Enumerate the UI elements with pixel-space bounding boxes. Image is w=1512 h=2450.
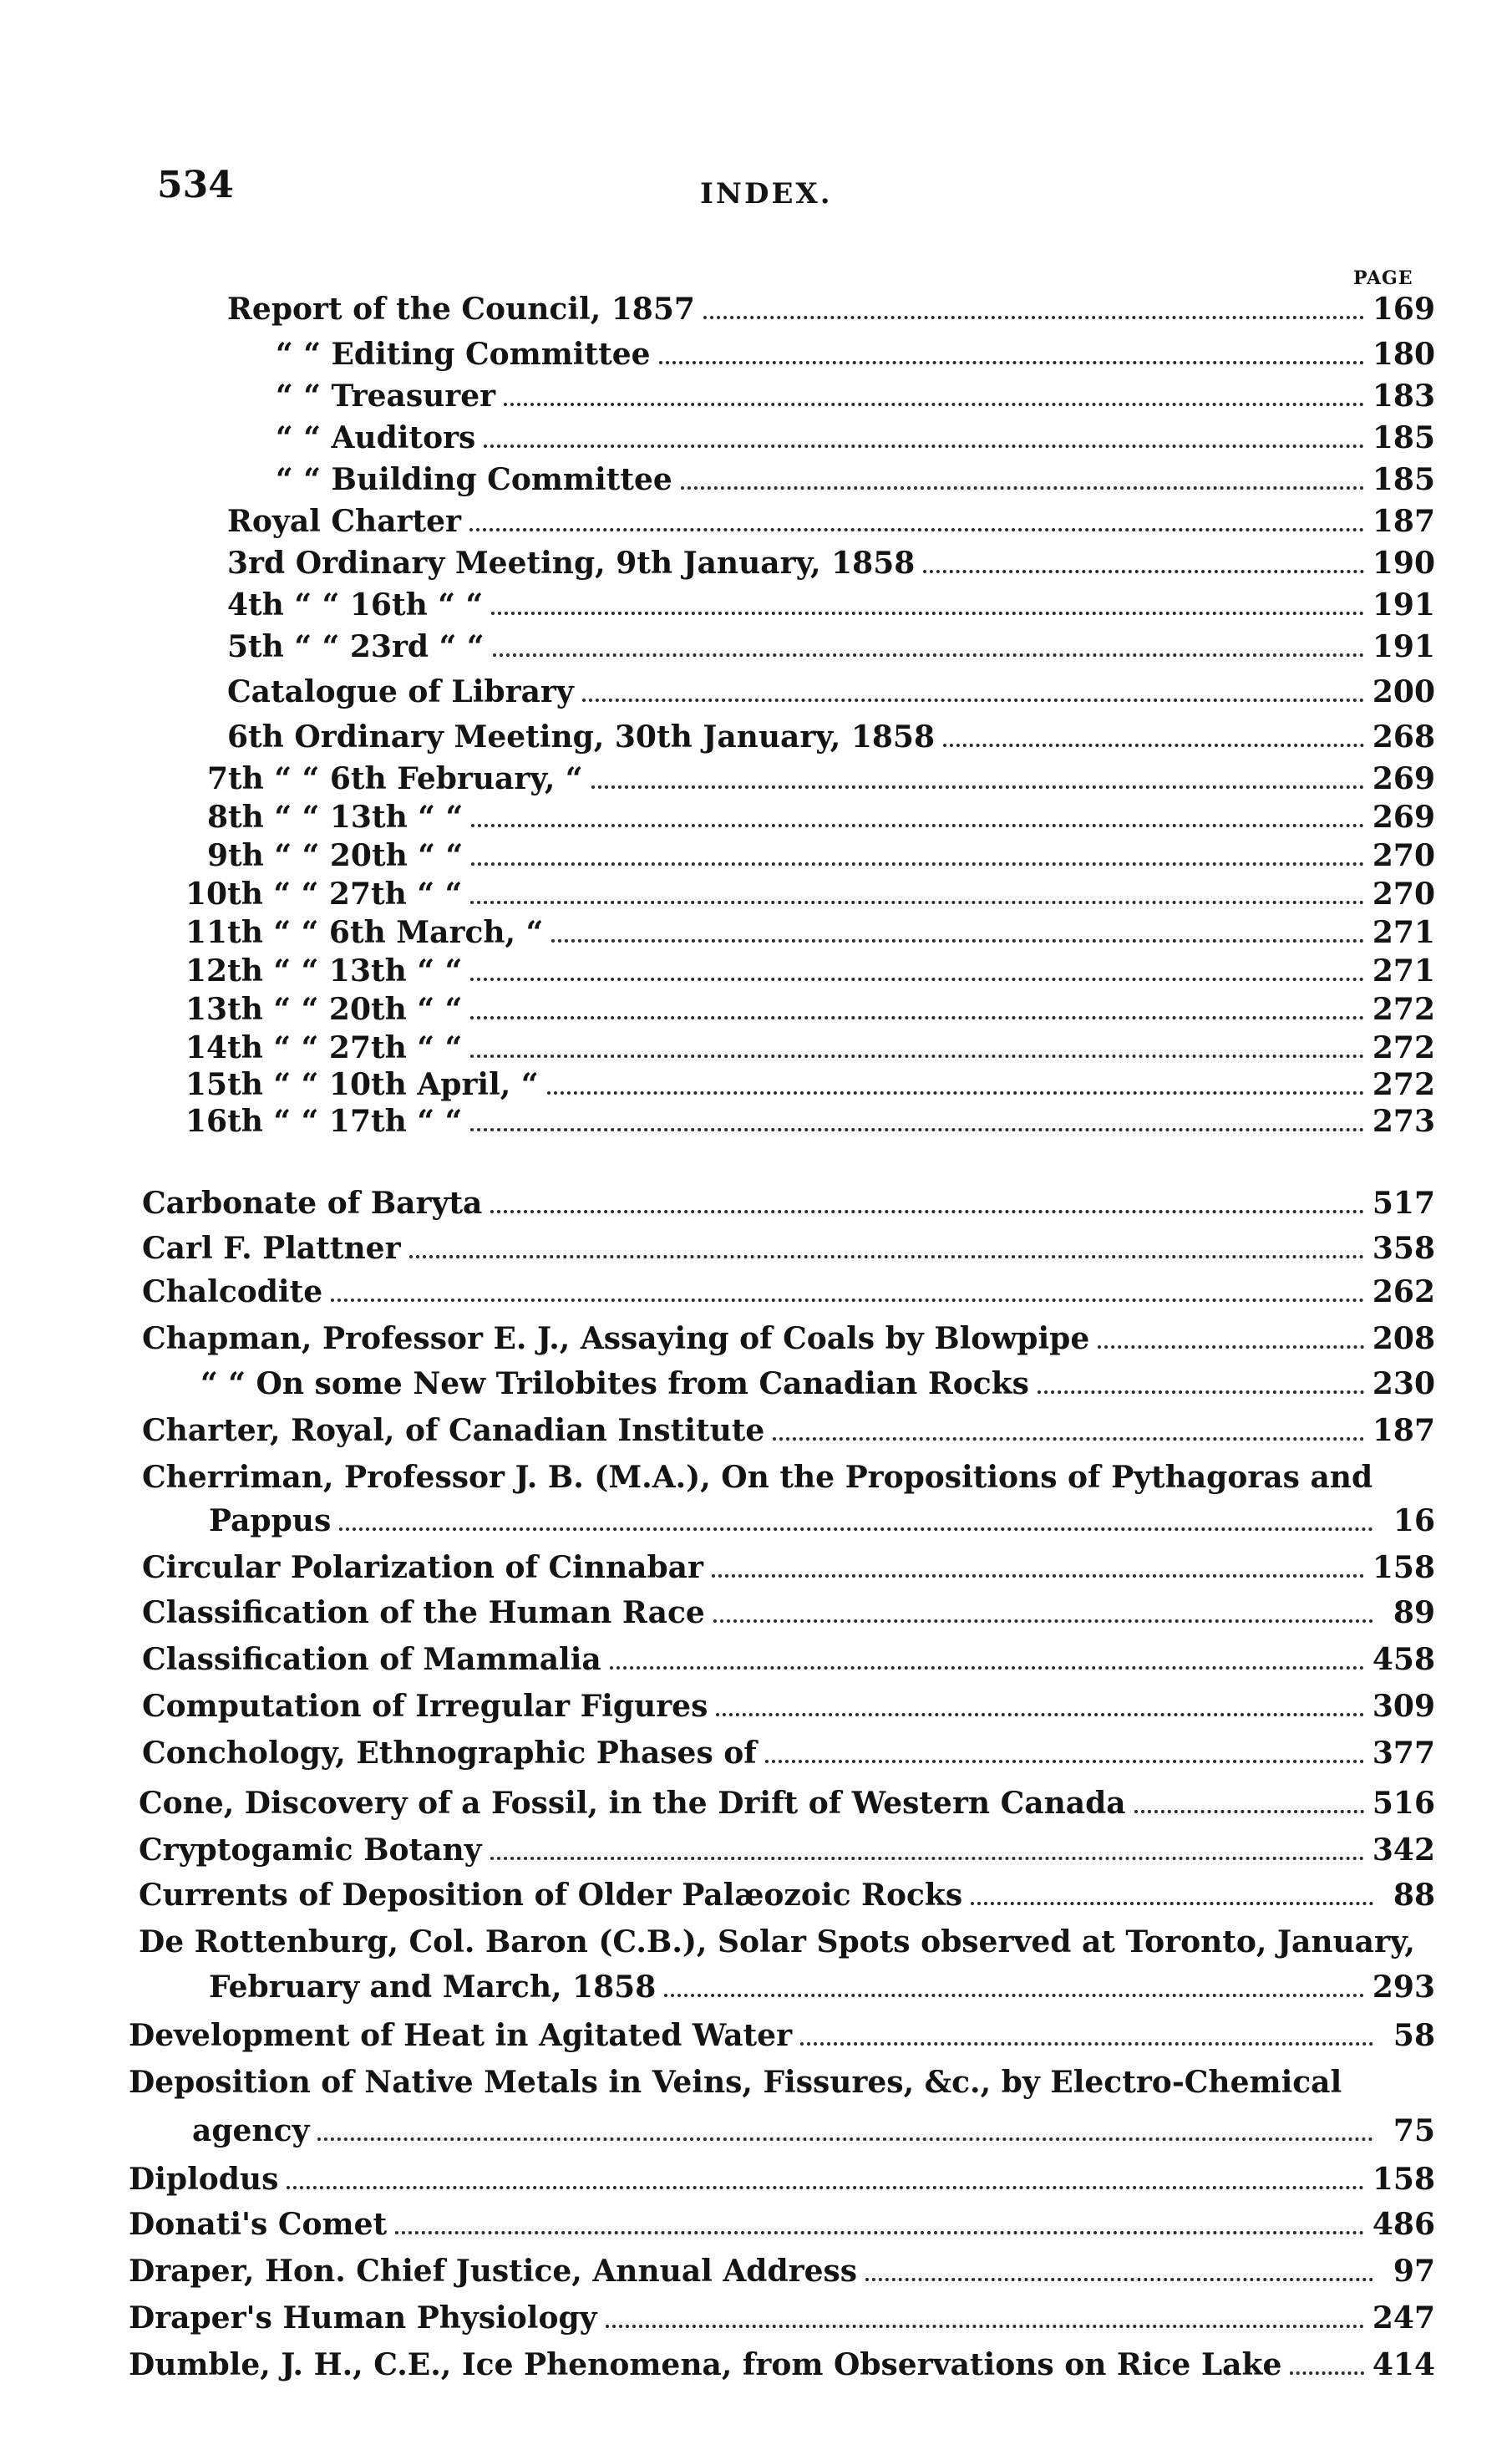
entry-text: Chapman, Professor E. J., Assaying of Coals by Blowpipe [142,1321,1090,1356]
index-entry [139,1783,1435,1823]
entry-page: 269 [1372,761,1435,796]
index-entry [129,2345,1435,2385]
index-entry [142,1183,1435,1223]
entry-text: 12th “ “ 13th “ “ [185,953,463,989]
dot-leader [470,1127,1364,1131]
entry-text: 11th “ “ 6th March, “ [185,915,544,950]
page-number: 534 [157,164,234,206]
entry-text: 9th “ “ 20th “ “ [207,838,464,873]
index-entry [227,543,1435,583]
entry-page: 191 [1372,587,1435,623]
entry-text: 8th “ “ 13th “ “ [207,800,464,835]
entry-page: 169 [1372,292,1435,327]
dot-leader [943,743,1364,747]
entry-page: 200 [1372,674,1435,709]
dot-leader [395,2230,1364,2234]
entry-page: 247 [1372,2300,1435,2336]
index-entry [139,1830,1435,1870]
dot-leader [971,1901,1373,1905]
dot-leader [681,485,1364,490]
index-entry [209,1967,1435,2007]
index-entry [227,501,1435,541]
index-entry [185,951,1435,991]
entry-text: 13th “ “ 20th “ “ [185,992,463,1027]
entry-page: 190 [1372,546,1435,581]
entry-page: 268 [1372,719,1435,755]
entry-text: Dumble, J. H., C.E., Ice Phenomena, from Observations on Rice Lake [129,2347,1282,2382]
entry-page: 230 [1372,1366,1435,1401]
entry-text: Cryptogamic Botany [139,1832,482,1868]
entry-text: Circular Polarization of Cinnabar [142,1550,703,1585]
entry-text: Pappus [209,1503,332,1538]
dot-leader [470,1015,1364,1019]
entry-page: 273 [1372,1104,1435,1139]
index-entry [207,836,1435,876]
entry-page: 158 [1372,1550,1435,1585]
index-entry [142,1639,1435,1680]
dot-leader [331,1298,1364,1302]
index-entry [276,376,1435,416]
index-entry [129,2298,1435,2338]
index-entry [200,1364,1435,1404]
entry-page: 272 [1372,992,1435,1027]
index-entry [227,717,1435,757]
entry-text: 6th Ordinary Meeting, 30th January, 1858 [227,719,936,755]
entry-page: 486 [1372,2207,1435,2242]
dot-leader [339,1527,1373,1531]
index-entry [139,1875,1435,1915]
index-entry [142,1272,1435,1312]
index-entry [192,2111,1435,2151]
dot-leader [471,862,1364,866]
index-entry [142,1319,1435,1359]
dot-leader [773,1436,1364,1441]
dot-leader [547,1090,1364,1095]
dot-leader [582,698,1364,702]
index-entry [129,2159,1435,2199]
dot-leader [287,2185,1363,2189]
entry-page: 158 [1372,2162,1435,2197]
index-entry [185,1101,1435,1141]
entry-page: 187 [1372,504,1435,539]
entry-text: Donati's Comet [129,2207,388,2242]
entry-text: Diplodus [129,2162,279,2197]
entry-page: 272 [1372,1067,1435,1102]
entry-text: 16th “ “ 17th “ “ [185,1104,463,1139]
dot-leader [1038,1390,1364,1394]
index-entry [276,334,1435,374]
entry-text: Cone, Discovery of a Fossil, in the Drift of Western Canada [139,1786,1126,1821]
entry-text: 14th “ “ 27th “ “ [185,1030,463,1065]
dot-leader [491,611,1364,615]
index-entry [129,2251,1435,2291]
index-entry [207,797,1435,837]
index-entry [129,2062,1435,2102]
entry-text: Draper's Human Physiology [129,2300,597,2336]
entry-page: 342 [1372,1832,1435,1868]
dot-leader [703,315,1364,319]
entry-page: 293 [1372,1970,1435,2005]
dot-leader [591,785,1364,789]
index-entry [227,289,1435,329]
entry-text: “ “ Auditors [276,420,476,455]
entry-page: 271 [1372,953,1435,989]
entry-page: 183 [1372,379,1435,414]
dot-leader [606,2324,1364,2328]
entry-text: 5th “ “ 23rd “ “ [227,629,485,664]
dot-leader [471,823,1364,827]
entry-text: “ “ On some New Trilobites from Canadian Rocks [200,1366,1029,1401]
entry-text: February and March, 1858 [209,1970,657,2005]
index-entry [142,1228,1435,1268]
index-entry [276,418,1435,458]
index-entry [142,1593,1435,1633]
dot-leader [469,527,1364,531]
entry-text: Computation of Irregular Figures [142,1689,708,1724]
index-entry [142,1686,1435,1726]
index-entry [209,1501,1435,1541]
entry-page: 458 [1372,1642,1435,1677]
entry-text: 3rd Ordinary Meeting, 9th January, 1858 [227,546,916,581]
entry-page: 269 [1372,800,1435,835]
index-entry [227,627,1435,667]
entry-text: 10th “ “ 27th “ “ [185,877,463,912]
index-entry [207,759,1435,799]
index-entry [129,2204,1435,2244]
entry-text: Charter, Royal, of Canadian Institute [142,1413,765,1448]
entry-page: 414 [1372,2347,1435,2382]
entry-text: agency [192,2113,310,2148]
page-column-label: PAGE [1353,267,1413,289]
index-entry [142,1457,1435,1497]
dot-leader [765,1759,1364,1763]
entry-text: Conchology, Ethnographic Phases of [142,1736,757,1771]
entry-page: 185 [1372,420,1435,455]
entry-text: Deposition of Native Metals in Veins, Fissures, &c., by Electro-Chemical [129,2065,1342,2100]
entry-page: 270 [1372,838,1435,873]
entry-text: Catalogue of Library [227,674,574,709]
entry-text: Currents of Deposition of Older Palæozoic Rocks [139,1878,963,1913]
index-entry [185,912,1435,953]
entry-page: 517 [1372,1186,1435,1221]
dot-leader [484,444,1364,448]
dot-leader [800,2041,1373,2046]
dot-leader [504,402,1364,406]
index-entry [185,1065,1435,1105]
dot-leader [713,1619,1373,1623]
entry-text: Cherriman, Professor J. B. (M.A.), On the Propositions of Pythagoras and [142,1460,1373,1495]
running-title: INDEX. [700,177,833,211]
index-entry [185,874,1435,914]
index-entry [185,1028,1435,1068]
entry-text: 15th “ “ 10th April, “ [185,1067,539,1102]
dot-leader [317,2137,1373,2141]
entry-text: Draper, Hon. Chief Justice, Annual Address [129,2254,858,2289]
index-entry [129,2015,1435,2056]
dot-leader [716,1712,1363,1716]
entry-page: 377 [1372,1736,1435,1771]
dot-leader [1134,1809,1364,1813]
dot-leader [610,1665,1364,1670]
entry-page: 88 [1393,1878,1435,1913]
entry-page: 309 [1372,1689,1435,1724]
index-entry [185,989,1435,1029]
entry-page: 187 [1372,1413,1435,1448]
entry-page: 16 [1393,1503,1435,1538]
index-entry [142,1548,1435,1588]
entry-text: “ “ Building Committee [276,462,672,497]
dot-leader [865,2277,1373,2281]
entry-text: Carl F. Plattner [142,1231,401,1266]
entry-text: “ “ Treasurer [276,379,496,414]
entry-page: 191 [1372,629,1435,664]
entry-text: Classification of Mammalia [142,1642,601,1677]
entry-page: 97 [1393,2254,1435,2289]
entry-text: De Rottenburg, Col. Baron (C.B.), Solar Spots observed at Toronto, January, [139,1924,1415,1959]
entry-page: 271 [1372,915,1435,950]
index-entry [142,1733,1435,1773]
entry-text: Carbonate of Baryta [142,1186,483,1221]
entry-page: 262 [1372,1274,1435,1309]
entry-page: 180 [1372,337,1435,372]
entry-text: 7th “ “ 6th February, “ [207,761,583,796]
index-entry [276,460,1435,500]
entry-text: Report of the Council, 1857 [227,292,695,327]
index-entry [139,1922,1435,1962]
entry-page: 75 [1393,2113,1435,2148]
dot-leader [1098,1344,1364,1349]
entry-page: 272 [1372,1030,1435,1065]
dot-leader [1290,2371,1363,2375]
dot-leader [923,569,1364,573]
entry-text: 4th “ “ 16th “ “ [227,587,484,623]
dot-leader [659,360,1364,364]
dot-leader [490,1856,1364,1860]
entry-text: Development of Heat in Agitated Water [129,2018,793,2053]
dot-leader [409,1254,1364,1258]
entry-page: 270 [1372,877,1435,912]
entry-page: 89 [1393,1595,1435,1630]
entry-text: Chalcodite [142,1274,323,1309]
entry-page: 358 [1372,1231,1435,1266]
dot-leader [551,938,1364,943]
dot-leader [490,1209,1364,1213]
dot-leader [470,977,1364,981]
index-entry [142,1411,1435,1451]
entry-text: “ “ Editing Committee [276,337,651,372]
index-entry [227,585,1435,625]
dot-leader [664,1993,1364,1997]
dot-leader [470,1054,1364,1058]
entry-text: Royal Charter [227,504,462,539]
entry-page: 58 [1393,2018,1435,2053]
dot-leader [493,653,1364,657]
dot-leader [470,900,1364,904]
index-entry [227,672,1435,712]
entry-page: 185 [1372,462,1435,497]
entry-page: 208 [1372,1321,1435,1356]
entry-page: 516 [1372,1786,1435,1821]
dot-leader [712,1573,1364,1578]
entry-text: Classification of the Human Race [142,1595,705,1630]
